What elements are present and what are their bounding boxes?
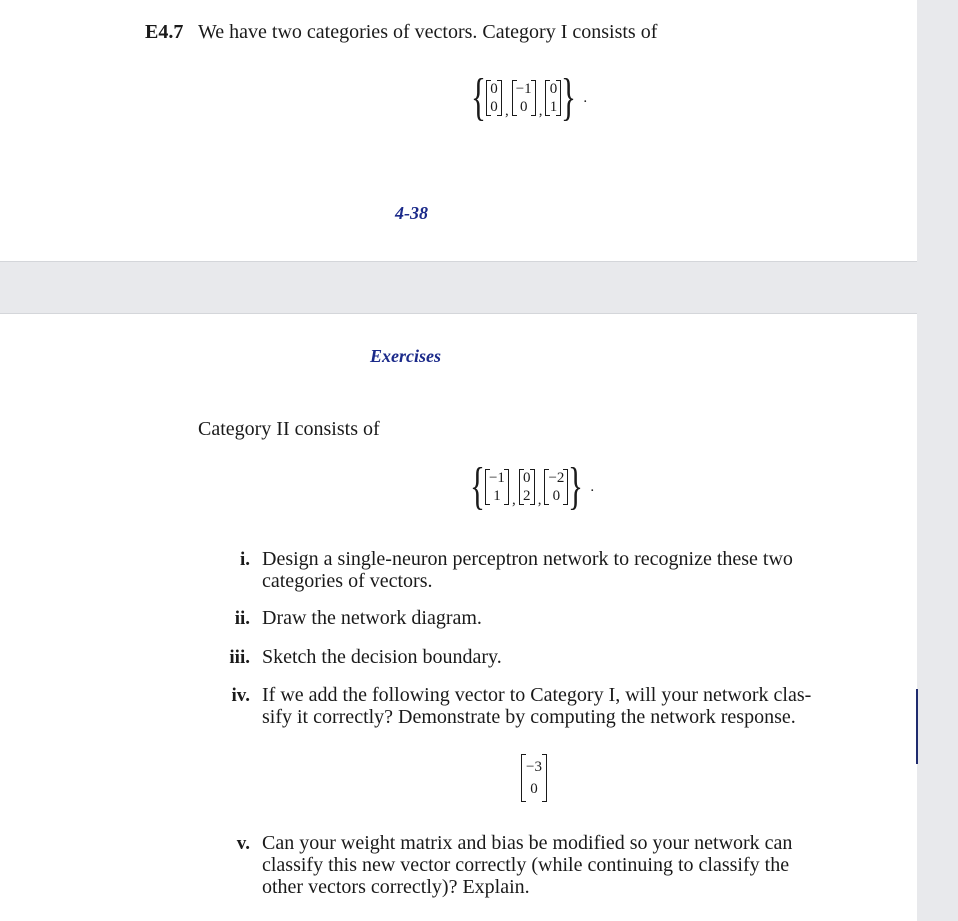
category2-vector-set bbox=[465, 458, 595, 515]
brace-close: } bbox=[561, 69, 577, 126]
list-item bbox=[262, 832, 902, 898]
item-line: Sketch the decision boundary. bbox=[262, 646, 502, 668]
vector bbox=[545, 80, 561, 116]
comma: , bbox=[537, 492, 542, 508]
page-top bbox=[0, 0, 917, 262]
vector-entry: 0 bbox=[530, 781, 538, 797]
vector-entry: 0 bbox=[549, 81, 558, 97]
section-header: Exercises bbox=[370, 346, 441, 366]
brace-close: } bbox=[568, 458, 584, 515]
item-label: i. bbox=[239, 549, 250, 570]
vector-entry: 1 bbox=[493, 488, 501, 504]
vector bbox=[512, 80, 536, 116]
item-line: If we add the following vector to Category I, will your network clas- bbox=[262, 684, 812, 706]
brace-open: { bbox=[469, 458, 485, 515]
vector-entry: 0 bbox=[490, 99, 498, 115]
list-item bbox=[262, 607, 902, 629]
comma: , bbox=[504, 103, 509, 119]
vector bbox=[486, 80, 502, 116]
exercise-number: E4.7 bbox=[145, 21, 184, 43]
list-item bbox=[262, 548, 902, 592]
period: . bbox=[590, 479, 595, 495]
vector-entry: 2 bbox=[522, 488, 531, 504]
item-line: sify it correctly? Demonstrate by computing the network response. bbox=[262, 706, 796, 728]
item-line: Design a single-neuron perceptron network to recognize these two bbox=[262, 548, 793, 570]
vector-entry: 0 bbox=[490, 81, 498, 97]
list-item bbox=[262, 646, 902, 668]
brace-open: { bbox=[470, 69, 486, 126]
vector bbox=[485, 469, 509, 505]
vector-entry: −2 bbox=[548, 470, 565, 486]
item-label: iii. bbox=[229, 647, 250, 668]
page-number: 4-38 bbox=[395, 203, 428, 223]
vector-entry: 0 bbox=[519, 99, 528, 115]
new-vector bbox=[521, 754, 547, 802]
item-line: classify this new vector correctly (while continuing to classify the bbox=[262, 854, 790, 876]
item-line: other vectors correctly)? Explain. bbox=[262, 876, 530, 898]
vector bbox=[521, 754, 547, 802]
item-label: ii. bbox=[234, 608, 250, 629]
item-line: Draw the network diagram. bbox=[262, 607, 482, 629]
vector-entry: 0 bbox=[552, 488, 561, 504]
vector-entry: 0 bbox=[522, 470, 531, 486]
vector-entry: −1 bbox=[515, 81, 532, 97]
comma: , bbox=[511, 492, 516, 508]
vector-entry: 1 bbox=[549, 99, 558, 115]
exercise-intro: We have two categories of vectors. Category I consists of bbox=[198, 21, 658, 43]
vector bbox=[519, 469, 535, 505]
page-bottom bbox=[0, 313, 917, 921]
category1-vector-set bbox=[466, 69, 588, 126]
period: . bbox=[583, 90, 588, 106]
item-line: categories of vectors. bbox=[262, 570, 433, 592]
vector bbox=[544, 469, 568, 505]
comma: , bbox=[538, 103, 543, 119]
item-label: v. bbox=[236, 833, 250, 854]
category2-intro: Category II consists of bbox=[198, 418, 380, 440]
list-item bbox=[262, 684, 902, 728]
item-line: Can your weight matrix and bias be modified so your network can bbox=[262, 832, 793, 854]
scroll-position-marker[interactable] bbox=[916, 689, 918, 764]
vector-entry: −1 bbox=[488, 470, 505, 486]
item-label: iv. bbox=[231, 685, 250, 706]
vector-entry: −3 bbox=[526, 759, 542, 775]
